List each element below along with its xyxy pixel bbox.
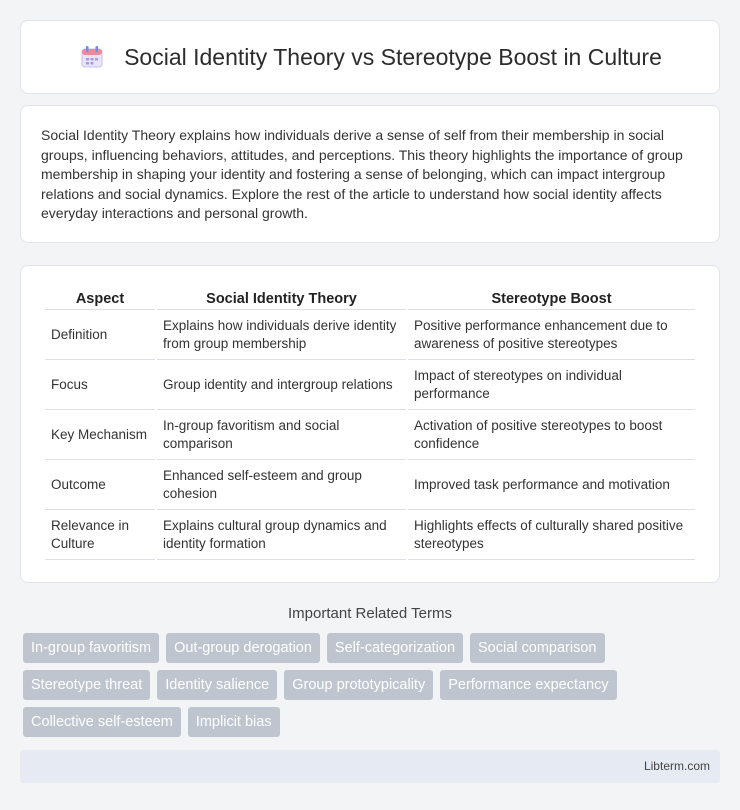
cell-aspect: Outcome — [45, 460, 155, 510]
cell-stereotype-boost: Improved task performance and motivation — [408, 460, 695, 510]
intro-text: Social Identity Theory explains how individuals derive a sense of self from their membership in social groups, influencing behaviors, attitudes, and perceptions. This theory highlights the importance of group membership in shaping your identity and fostering a sense of belonging, which can impact intergroup relations and social dynamics. Explore the rest of the article to understand how social identity affects everyday interactions and personal growth. — [41, 127, 683, 221]
table-row — [45, 410, 695, 460]
related-terms-title: Important Related Terms — [288, 604, 452, 622]
page-title: Social Identity Theory vs Stereotype Boost in Culture — [124, 43, 662, 70]
cell-stereotype-boost: Highlights effects of culturally shared positive stereotypes — [408, 510, 695, 560]
tag-out-group-derogation[interactable]: Out-group derogation — [166, 633, 320, 663]
cell-aspect: Focus — [45, 360, 155, 410]
calendar-icon — [78, 43, 106, 71]
tag-performance-expectancy[interactable]: Performance expectancy — [440, 670, 616, 700]
cell-social-identity: Enhanced self-esteem and group cohesion — [157, 460, 406, 510]
cell-social-identity: Group identity and intergroup relations — [157, 360, 406, 410]
tag-self-categorization[interactable]: Self-categorization — [327, 633, 463, 663]
cell-aspect: Key Mechanism — [45, 410, 155, 460]
cell-social-identity: In-group favoritism and social comparison — [157, 410, 406, 460]
header-social-identity-theory: Social Identity Theory — [157, 288, 406, 310]
comparison-table — [43, 288, 697, 560]
related-terms-list — [20, 633, 720, 737]
footer-brand[interactable]: Libterm.com — [643, 759, 710, 773]
tag-group-prototypicality[interactable]: Group prototypicality — [284, 670, 433, 700]
tag-collective-self-esteem[interactable]: Collective self-esteem — [23, 707, 181, 737]
comparison-card — [20, 265, 720, 583]
cell-social-identity: Explains how individuals derive identity from group membership — [157, 310, 406, 360]
table-row — [45, 510, 695, 560]
table-row — [45, 310, 695, 360]
tag-stereotype-threat[interactable]: Stereotype threat — [23, 670, 150, 700]
tag-in-group-favoritism[interactable]: In-group favoritism — [23, 633, 159, 663]
cell-stereotype-boost: Impact of stereotypes on individual performance — [408, 360, 695, 410]
intro-card — [20, 105, 720, 243]
tag-social-comparison[interactable]: Social comparison — [470, 633, 604, 663]
header-aspect: Aspect — [45, 288, 155, 310]
footer — [20, 750, 720, 783]
cell-stereotype-boost: Positive performance enhancement due to awareness of positive stereotypes — [408, 310, 695, 360]
cell-social-identity: Explains cultural group dynamics and identity formation — [157, 510, 406, 560]
tag-identity-salience[interactable]: Identity salience — [157, 670, 277, 700]
cell-stereotype-boost: Activation of positive stereotypes to boost confidence — [408, 410, 695, 460]
tag-implicit-bias[interactable]: Implicit bias — [188, 707, 280, 737]
cell-aspect: Definition — [45, 310, 155, 360]
cell-aspect: Relevance in Culture — [45, 510, 155, 560]
title-card — [20, 20, 720, 94]
header-stereotype-boost: Stereotype Boost — [408, 288, 695, 310]
table-row — [45, 460, 695, 510]
table-row — [45, 360, 695, 410]
related-terms-section — [20, 605, 720, 737]
table-header-row — [45, 288, 695, 310]
